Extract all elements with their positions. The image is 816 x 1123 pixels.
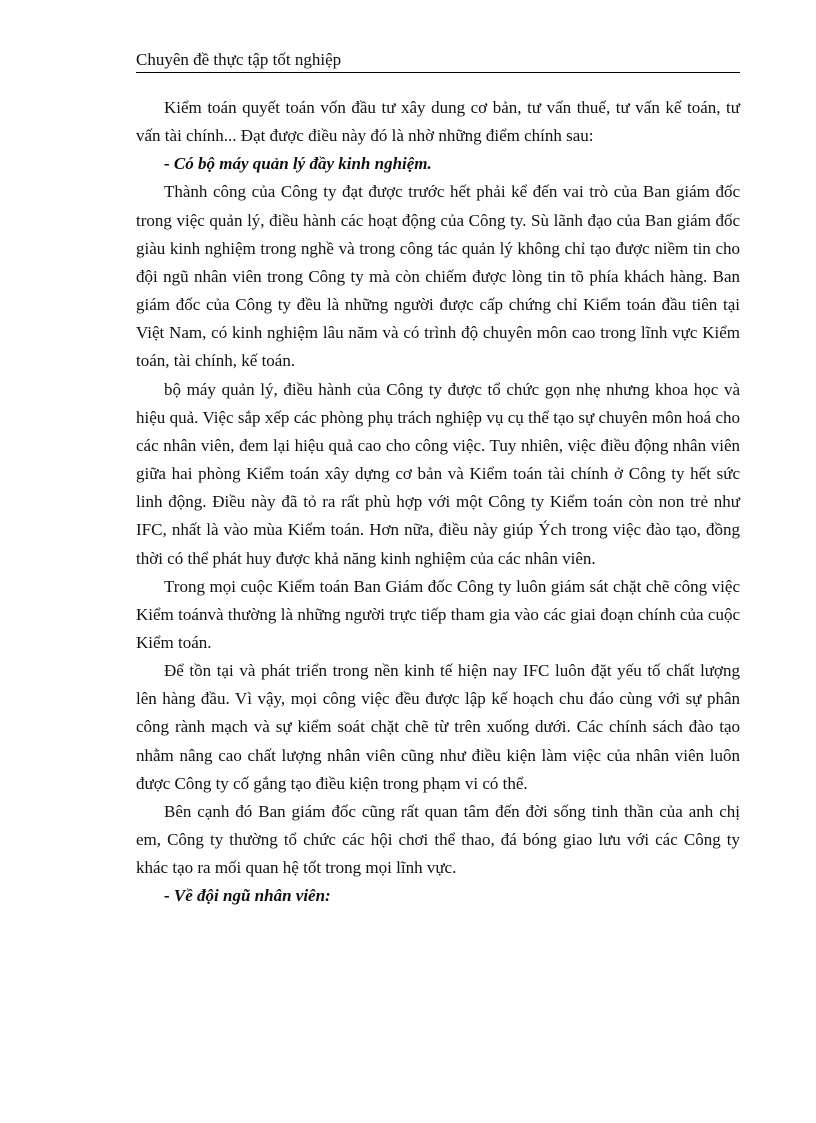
section-heading-management: - Có bộ máy quản lý đầy kinh nghiệm.: [164, 154, 432, 174]
running-header: Chuyên đề thực tập tốt nghiệp: [136, 48, 740, 73]
section-heading-staff: - Về đội ngũ nhân viên:: [164, 886, 331, 906]
paragraph-staff-life: Bên cạnh đó Ban giám đốc cũng rất quan tâm đến đời sống tinh thần của anh chị em, Công ty thường tổ chức các hội chơi thể thao, đá bóng giao lưu với các Công ty khác tạo ra mối quan hệ tốt trong mọi lĩnh vực.: [136, 801, 740, 878]
paragraph-organization: bộ máy quản lý, điều hành của Công ty được tổ chức gọn nhẹ nhưng khoa học và hiệu quả. Việc sắp xếp các phòng phụ trách nghiệp vụ cụ thể tạo sự chuyên môn hoá cho các nhân viên, đem lại hiệu quả cao cho công việc. Tuy nhiên, việc điều động nhân viên giữa hai phòng Kiểm toán xây dựng cơ bản và Kiểm toán tài chính ở Công ty hết sức linh động. Điều này đã tỏ ra rất phù hợp với một Công ty Kiểm toán còn non trẻ như IFC, nhất là vào mùa Kiểm toán. Hơn nữa, điều này giúp Ých trong việc đào tạo, đồng thời có thể phát huy được khả năng kinh nghiệm của các nhân viên.: [136, 379, 740, 568]
document-body: [136, 94, 740, 911]
paragraph-board-role: Thành công của Công ty đạt được trước hết phải kể đến vai trò của Ban giám đốc trong việc quản lý, điều hành các hoạt động của Công ty. Sù lãnh đạo của Ban giám đốc giàu kinh nghiệm trong nghề và trong công tác quản lý không chỉ tạo được niềm tin cho đội ngũ nhân viên trong Công ty mà còn chiếm được lòng tin tõ phía khách hàng. Ban giám đốc của Công ty đều là những người được cấp chứng chỉ Kiểm toán đầu tiên tại Việt Nam, có kinh nghiệm lâu năm và có trình độ chuyên môn cao trong lĩnh vực Kiểm toán, tài chính, kế toán.: [136, 182, 740, 371]
paragraph-supervision: Trong mọi cuộc Kiểm toán Ban Giám đốc Công ty luôn giám sát chặt chẽ công việc Kiểm toánvà thường là những người trực tiếp tham gia vào các giai đoạn chính của cuộc Kiểm toán.: [136, 576, 740, 652]
paragraph-intro: Kiểm toán quyết toán vốn đầu tư xây dung cơ bản, tư vấn thuế, tư vấn kế toán, tư vấn tài chính... Đạt được điều này đó là nhờ những điểm chính sau:: [136, 98, 740, 146]
paragraph-quality: Để tồn tại và phát triển trong nền kinh tế hiện nay IFC luôn đặt yếu tố chất lượng lên hàng đầu. Vì vậy, mọi công việc đều được lập kế hoạch chu đáo cùng với sự phân công rành mạch và sự kiểm soát chặt chẽ từ trên xuống dưới. Các chính sách đào tạo nhằm nâng cao chất lượng nhân viên cũng như điều kiện làm việc của nhân viên luôn được Công ty cố gắng tạo điều kiện trong phạm vi có thể.: [136, 661, 740, 793]
